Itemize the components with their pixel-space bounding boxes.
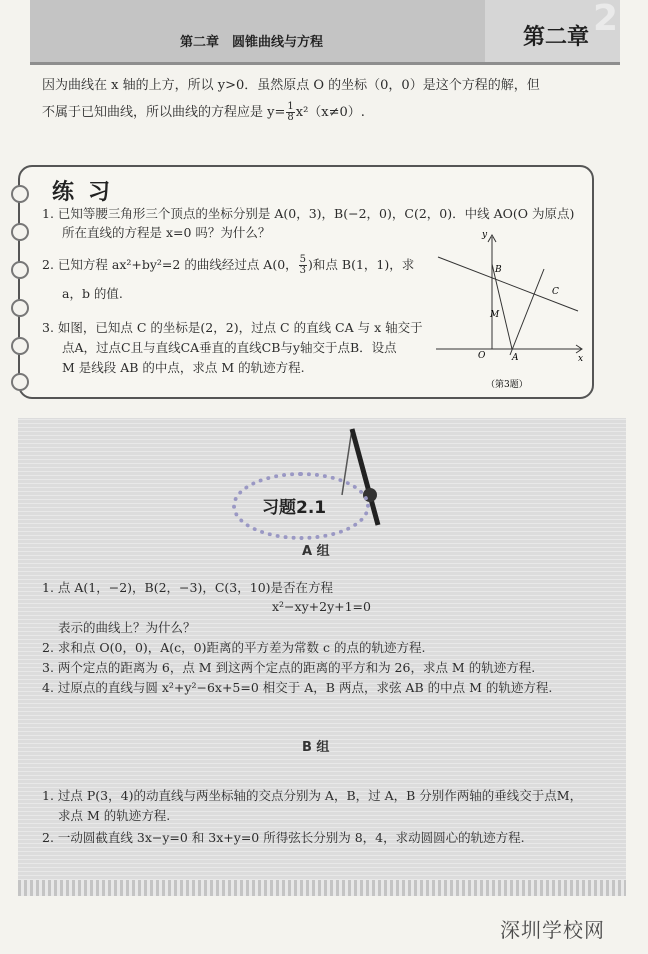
- segment-ab: [492, 264, 512, 349]
- ring-icon: [11, 337, 29, 355]
- ring-icon: [11, 185, 29, 203]
- chapter-badge-label: 第二章: [523, 25, 590, 50]
- practice-item-2-suffix: )和点 B(1，1)，求: [308, 257, 415, 272]
- group-a-line: 2. 求和点 O(0，0)，A(c，0)距离的平方差为常数 c 的点的轨迹方程.: [42, 640, 426, 655]
- group-a-line: 4. 过原点的直线与圆 x²+y²−6x+5=0 相交于 A，B 两点，求弦 AB 的中点 M 的轨迹方程.: [42, 680, 553, 695]
- label-c: C: [552, 287, 559, 297]
- group-a-line: 3. 两个定点的距离为 6，点 M 到这两个定点的距离的平方和为 26，求点 M 的轨迹方程.: [42, 660, 536, 675]
- line-cb: [438, 257, 578, 311]
- chapter-badge: [485, 0, 620, 62]
- label-x: x: [578, 354, 584, 364]
- ring-icon: [11, 261, 29, 279]
- figure-caption: （第3题）: [486, 380, 528, 390]
- group-a-line: 表示的曲线上？为什么？: [58, 620, 196, 635]
- intro-line-2: [42, 102, 612, 123]
- practice-item-2-line-2: a，b 的值.: [62, 286, 123, 301]
- coordinate-figure: [430, 227, 590, 392]
- label-m: M: [490, 310, 500, 320]
- label-y: y: [482, 230, 488, 240]
- practice-item-1-line-1: 1. 已知等腰三角形三个顶点的坐标分别是 A(0，3)，B(−2，0)，C(2，0)．中线 AO(O 为原点): [42, 206, 575, 221]
- ring-icon: [11, 373, 29, 391]
- intro-line-2-suffix: x²（x≠0）.: [295, 105, 365, 120]
- fraction-denominator: 3: [299, 265, 307, 276]
- watermark: 深圳学校网: [500, 918, 605, 942]
- intro-fraction: [286, 102, 294, 123]
- ring-icon: [11, 299, 29, 317]
- label-b: B: [495, 265, 502, 275]
- practice-item-2-line-1: [42, 255, 414, 276]
- fraction-numerator: 1: [287, 101, 294, 112]
- fraction-denominator: 8: [287, 112, 294, 123]
- label-o: O: [478, 351, 486, 361]
- group-b-line: 1. 过点 P(3，4)的动直线与两坐标轴的交点分别为 A，B，过 A，B 分别作两轴的垂线交于点M，: [42, 788, 583, 803]
- fraction-numerator: 5: [299, 254, 307, 265]
- group-a-equation: x²−xy+2y+1=0: [272, 599, 371, 614]
- chapter-number: 2: [593, 0, 619, 39]
- practice-box: [18, 165, 594, 399]
- chapter-title: 第二章 圆锥曲线与方程: [180, 35, 324, 50]
- intro-line-2-prefix: 不属于已知曲线，所以曲线的方程应是 y=: [42, 105, 286, 120]
- practice-item-3-line-1: 3. 如图，已知点 C 的坐标是(2，2)，过点 C 的直线 CA 与 x 轴交于: [42, 320, 423, 335]
- group-b-line: 2. 一动圆截直线 3x−y=0 和 3x+y=0 所得弦长分别为 8，4，求动圆圆心的轨迹方程.: [42, 830, 525, 845]
- intro-line-1: 因为曲线在 x 轴的上方，所以 y>0．虽然原点 O 的坐标（0，0）是这个方程的解，但: [42, 78, 540, 93]
- practice-item-2-prefix: 2. 已知方程 ax²+by²=2 的曲线经过点 A(0，: [42, 257, 298, 272]
- practice-item-3-line-2: 点A，过点C且与直线CA垂直的直线CB与y轴交于点B．设点: [62, 340, 397, 355]
- group-b-line: 求点 M 的轨迹方程.: [58, 808, 171, 823]
- label-a: A: [512, 353, 519, 363]
- practice-fraction: [299, 255, 307, 276]
- ring-icon: [11, 223, 29, 241]
- exercise-bottom-edge: [18, 880, 626, 896]
- practice-title: 练习: [52, 180, 125, 205]
- exercise-title: 习题2.1: [262, 498, 327, 518]
- line-ca: [510, 269, 544, 355]
- group-a-label: A 组: [302, 544, 330, 559]
- practice-item-3-line-3: M 是线段 AB 的中点，求点 M 的轨迹方程.: [62, 360, 305, 375]
- group-a-line: 1. 点 A(1，−2)，B(2，−3)，C(3，10)是否在方程: [42, 580, 334, 595]
- group-b-label: B 组: [302, 740, 330, 755]
- practice-item-1-line-2: 所在直线的方程是 x=0 吗？为什么？: [62, 225, 271, 240]
- chapter-header: [30, 0, 620, 65]
